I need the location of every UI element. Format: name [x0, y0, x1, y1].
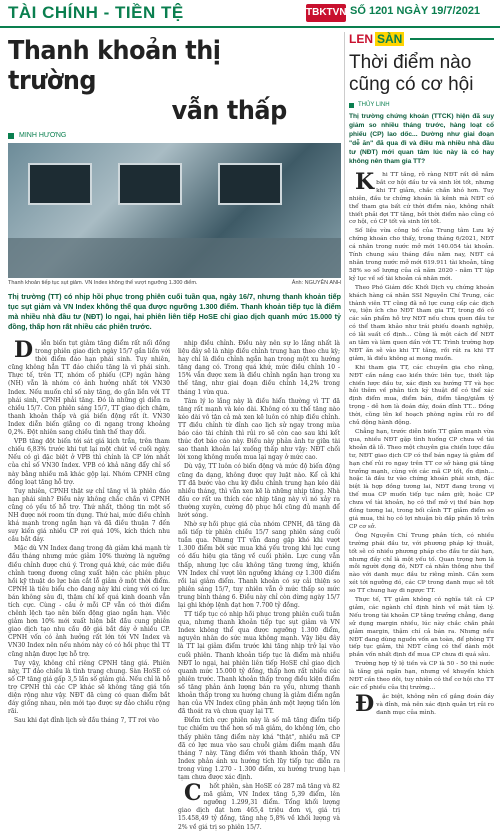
- paragraph: D iễn biến tụt giảm tăng điểm rất nối đồng trong phiên giao dịch ngày 15/7 gần liền với thời điểm đáo hạn phái sinh. Tuy nhiên, cũng không hẳn TT đáo chiều tăng là vì phái sinh. Thực tế, trên TT, nhóm cổ phiếu (CP) ngân hàng (NH) vẫn là nhóm có ảnh hưởng nhất tới VN30 Index. Nếu muốn chỉ số này tăng, do gắn liền với TT phái sinh, CPNH phải tăng. Đó là những gì diễn ra chiều 15/7. Con phiên sáng 15/7, TT giao dịch chậm, thanh khoản thấp và giá biến động rất ít. VN30 Index diễn biến giằng co đi ngang trong khoảng 0,2%. Đột nhiên sang chiều tình thế thay đổi.: [8, 337, 170, 437]
- paragraph: Tuy nhiên, CPNH thật sự chỉ tăng vì là phiên đáo hạn phái sinh? Điều này không chắc chắn vì CPNH cũng có yếu tố hỗ trợ. Thứ nhất, thông tin một số NH được nới room tín dụng. Thứ hai, mức điều chỉnh khá mạnh trong ngắn hạn và đã điều thuận 7 đến suy kiến giá nhiều CP rơi quá 10%, kích thích nhu cầu bắt đáy.: [8, 487, 170, 544]
- paragraph: Tâm lý lo lắng này là điều hiển thường vì TT đã tăng rất mạnh và kéo dài. Không có xu thế tăng nào kéo dài vô tận cả mà xen kẽ luôn có nhịp điều chỉnh. TT điều chỉnh từ đỉnh cao lịch sử ngay trong mùa báo cáo tài chính thì rủi ro sẽ còn cao sau khi kết thúc đợt báo cáo này. Điều này phản ảnh tư giữa tài sao thanh khoản lại xuống thấp như vậy: NĐT chối lời xong không muốn mua lại ngay ở mức cao.: [178, 397, 340, 462]
- paragraph: Thực tế, TT giảm không có nghĩa tất cả CP giảm, các ngành chỉ định hình về mặt tâm lý. Nếu trong tài khoản CP tăng trưởng chẳng, đang sử dụng margin nhiều, lúc này chắc chắn phải giảm margin, thậm chí cả bán ra. Nhưng nếu NĐT đang dùng nguồn vốn an toàn, để phòng TT tiếp tục giảm, thì NĐT cũng có thể dành một phần vốn nhất định để mua CP chưa đi quá sâu.: [349, 597, 494, 659]
- paragraph: Số liệu vừa công bố của Trung tâm Lưu ký chứng khoán cho thấy, trong tháng 6/2021, NĐT cá nhân trong nước mở mới 140.054 tài khoản. Tính chung sáu tháng đầu năm nay, NĐT cá nhân trong nước mở mới 619.911 tài khoản, tăng 58% so số lượng của cả năm 2020 - năm TT lập kỷ lục về số tài khoản cá nhân mới.: [349, 228, 494, 282]
- paragraph: Điểm tích cực phiên này là số mã tăng điểm tiếp tục chiếm ưu thế hơn số mã giảm, do không lớn, cho thấy phiên tăng điểm này khá "thật", nhiều mã CP đã có lực mua vào sau chuỗi giảm điểm mạnh đầu tháng 7 này. Tăng điểm với thanh khoản thấp, VN Index phản ánh xu hướng tích lũy tiếp tục diễn ra trong vùng 1.270 - 1.300 điểm, xu hướng trung hạn tạm chưa được xác định.: [178, 717, 340, 781]
- article-photo: [8, 143, 341, 278]
- paragraph: Tuy vậy, không chỉ riêng CPNH tăng giá. Phiên này, TT đảo chiều là tình trạng chung. Sàn HoSE có số CP tăng giá gấp 3,5 lần số giảm giá. Nếu chỉ là hỗ trợ CPNH thì các CP khác sẽ không tăng giá tốn diện rộng như vậy. NĐT đã cùng có quan điểm bắt đáy giống nhau, nên mới tạo được sự đảo chiều rộng rãi.: [8, 659, 170, 716]
- side-body: [349, 169, 494, 718]
- headline-line-2: vẫn thấp: [171, 96, 287, 126]
- paragraph: Khi tham gia TT, các chuyên gia cho rằng, NĐT cần nắng cao kiến thức liên tục, thiết lập chiến lược đầu tư, xác định xu hướng TT và học hỏi thêm về phân tích kỹ thuật để có thể xác định điểm mua, điểm bán, điểm tăng/giảm tỷ trọng - dễ hơn là đoán đáy, đoán đỉnh TT... Đồng thời, cũng lên kế hoạch phòng ngừa rủi ro để chủ động hành động.: [349, 364, 494, 427]
- headline-line-1: Thanh khoản thị trường: [8, 36, 221, 96]
- page-header: [0, 0, 500, 28]
- main-body: [8, 337, 341, 833]
- paragraph: Sau khi đạt đỉnh lịch sử đầu tháng 7, TT rơi vào: [14, 717, 160, 725]
- paragraph: TT tiếp tục có nhịp hồi phục trong phiên cuối tuần qua, nhưng thanh khoản tiếp tục sụt giảm và VN Index không thể qua được ngưỡng 1.300 điểm, nguyên nhân do sức mua không mạnh. Vậy liệu đây là TT lại giảm điểm trước khi tăng nhịp trở lại vào cuối phiên. Thanh khoản tiếp tục là điểm mà nhiều NĐT lo ngại, hai phiên liên tiếp HoSE chỉ giao dịch quanh mức 15.000 tỷ đồng, thấp hơn rất nhiều các phiên trước. Thanh khoản thấp trong điều kiện điểm số tăng phản ánh lượng bán ra yếu, nhưng thanh khoản thấp trong xu hướng chung là giảm điểm ngắn hạn của VN Index cũng phản ánh một lượng tiền lớn đã thoát ra và chưa quay lại TT.: [178, 611, 341, 716]
- byline-square-icon: [8, 133, 14, 139]
- paragraph: C hốt phiên, sàn HoSE có 287 mã tăng và 82 mã giảm, VN Index tăng 5,39 điểm, lên ngưỡng 1.299,31 điểm. Tổng khối lượng giao dịch đạt hơn 465,4 triệu đơn vị, giá trị 15.458,49 tỷ đồng, tăng nhẹ 5,8% về khối lượng và 2% về giá trị so phiên 15/7.: [178, 780, 340, 831]
- column-divider: [344, 32, 345, 772]
- dropcap: C: [184, 780, 202, 807]
- side-author: THỦY LINH: [358, 102, 390, 108]
- paragraph: Trường hợp tỷ lệ tiền và CP là 50 - 50 thì nước là tăng giá ngắn hạn, nhưng về khuyến khích NĐT cần theo dõi, tuy nhiên có thể cơ hội cho TT các cổ phiếu của thị trường...: [349, 661, 494, 691]
- photo-credit: Ảnh: NGUYỄN ANH: [291, 280, 341, 286]
- dropcap: Đ: [355, 690, 375, 717]
- monitor-shape: [28, 163, 92, 205]
- paragraph: K hi TT tăng, rõ ràng NĐT rất dễ nắm bắt cơ hội đầu tư và sinh lời tốt, nhưng khi TT giảm, chắc chắn khó hơn. Tuy nhiên, đầu tư chứng khoán là kênh mà NĐT có thể tham gia bất cứ thời điểm nào, không nhất thiết phải đợi TT tăng, bởi thời điểm nào cũng có cơ hội, có CP tốt và sinh lời tốt.: [349, 169, 494, 226]
- side-byline: [349, 102, 494, 108]
- main-author: MINH HƯƠNG: [19, 132, 67, 139]
- logo-rule: [410, 38, 494, 40]
- paragraph: Ông Nguyễn Chí Trung phân tích, có nhiều trường phái đầu tư, với phương pháp kỹ thuật, tốt sẽ có nhiều phương pháp cho đầu tư dài hạn, nhưng đầy chỉ là một yếu tố. Quan trọng hơn là mỗi người đọng đó, NĐT cá nhân thông nhu thể nào với danh mục đầu tư riêng mình. Cần xem xét tới ngưỡng đó, các CP trong danh mục sẽ tốt so TT chung hay đi ngược TT.: [349, 532, 494, 595]
- dropcap: D: [14, 337, 34, 363]
- main-lead: Thị trường (TT) có nhịp hồi phục trong phiên cuối tuần qua, ngày 16/7, nhưng thanh khoản tiếp tục sụt giảm và VN Index không thể qua được ngưỡng 1.300 điểm. Thanh khoản tiếp tục là điểm mà nhiều nhà đầu tư (NĐT) lo ngại, hai phiên liên tiếp HoSE chỉ giao dịch quanh mức 15.000 tỷ đồng, thấp hơn rất nhiều các phiên trước.: [8, 292, 341, 331]
- paragraph: Theo Phó Giám đốc Khối Dịch vụ chứng khoán khách hàng cá nhân SSI Nguyễn Chí Trung, các thành viên TT cũng đã nỗ lực cung cấp các dịch vụ, tiện ích cho NĐT tham gia TT, trong đó có các sản phẩm hỗ trợ NĐT nếu chưa quen đầu tư có thể tham khảo như trái phiếu doanh nghiệp, có lãi suất cố định... Cũng là một cách để NĐT an tâm và làm quen dần với TT. Trình trường hợp NĐT ăn sẽ vào khi TT tăng, rồi rút ra khi TT giảm, là điều không ai mong muốn.: [349, 284, 494, 362]
- photo-caption: [8, 280, 341, 286]
- paragraph: nhịp điều chỉnh. Điều này nên sự lo lắng nhất là liệu đây sẽ là nhịp điều chỉnh trung hạn theo chu kỳ; hay chỉ là điều chỉnh ngắn hạn trong một xu hướng tăng dạng có. Trong quá khứ, mức điều chỉnh 10 - 15% vẫn được xem là điều chỉnh ngắn hạn trong xu thế tăng, như giai đoạn điều chỉnh 14,2% trong tháng 1 vừa qua.: [178, 340, 340, 396]
- body-column-1: [8, 337, 170, 833]
- section-title: TÀI CHÍNH - TIỀN TỆ: [8, 3, 184, 22]
- dropcap: K: [355, 169, 375, 195]
- main-headline: [8, 36, 314, 126]
- logo-part-a: LEN: [349, 32, 373, 46]
- byline-square-icon: [349, 103, 354, 108]
- caption-text: Thanh khoản tiếp tục sụt giảm. VN Index không thể vượt ngưỡng 1.300 điểm.: [8, 280, 198, 286]
- paragraph: Nhờ sự hồi phục giá của nhóm CPNH, đã tăng đà nối tiếp từ phiên chiều 15/7 sang phiên sáng cuối tuần qua. Nhưng TT vẫn đang gặp khó khi vượt 1.300 điểm bởi sức mua khá yếu trong khi lực cung có dấu hiệu gia tăng về cuối phiên. Lực cung vẫn thấp, nhưng lực cầu không tăng tương ứng, khiến VN Index chỉ vượt lên ngưỡng kháng cự 1.300 điểm rồi lại giảm điểm. Thanh khoản có sự cải thiện so phiên sáng 15/7, tuy nhiên vẫn ở mức thấp so mức trung bình tháng 6. Điều này chỉ còn dừng ngày 15/7 lại ghi khớp lệnh đạt hơn 7.700 tỷ đồng.: [178, 521, 340, 609]
- monitor-shape: [118, 163, 182, 205]
- main-byline: [8, 132, 341, 139]
- main-article: [8, 32, 341, 833]
- len-san-logo: [349, 32, 494, 46]
- monitor-shape: [218, 163, 282, 205]
- side-lead: Thị trường chứng khoán (TTCK) hiện đã suy giảm so nhiều tháng trước, hàng loạt cổ phiếu (CP) lao dốc... Dường như giai đoạn "dễ ăn" đã qua đi và điều mà nhiều nhà đầu tư (NĐT) mới quan tâm lúc này là có hay không nên tham gia TT?: [349, 113, 494, 165]
- side-article: [349, 32, 494, 719]
- paragraph: VPB tăng đột biến tới sát giá kịch trần, trên tham chiếu 6,83% trước khi tụt lại một chút về cuối ngày. Nếu có gì đặc biệt ở VPB thì chính là CP lớn nhất của chỉ số VN30 Index. VPB có khả năng đẩy chỉ số này bằng nhiều mã khác gộp lại. Nhóm CPNH cũng đồng loạt tăng hỗ trợ.: [8, 438, 170, 486]
- paragraph: Đ ặc biệt, không nên cố gắng đoán đáy và đỉnh, mà nên xác định quản trị rủi ro danh mục của mình.: [349, 694, 494, 718]
- paragraph: Mặc dù VN Index đang trong đà giảm khá mạnh từ đầu tháng nhưng mức giảm 10% thường là ngưỡng điều chỉnh được chú ý. Trong quá khứ, các mức điều chỉnh tương đương cũng xuất hiện các phiên phục hồi kỹ thuật do lực bán cắt lỗ giảm ở một thời điểm. CPNH là tiêu biểu cho đang này khi cùng với có lực bán không sâu đi, thậm chí kể quá kinh doanh vẫn tích cực. Cùng - cầu ở mỗi CP vẫn có thời điểm chênh lệch tạo nên biến động giao ngắn hạn. Việc giảm hơn 10% mới xuất hiện bắt đầu cung phiên giao dịch tạo nhu cầu đỡ giá bắt đáy ở nhiều CP. CPNH vốn có ảnh hưởng rất lớn tới VN Index và VN30 Index nên nếu nhóm này có có hồi phục thì TT cũng nhận được lực hỗ trợ.: [8, 545, 170, 658]
- paragraph: Chẳng hạn, trước diễn biến TT giảm mạnh vừa qua, nhiều NĐT gặp tình huống CP chưa về tài khoản đã lỗ. Theo một chuyên gia chiến lược đầu tư, NĐT giao dịch CP có thể bán ngay là giảm để hạn chế rủi ro ngay trên TT cơ sở hàng giá tăng trưởng mạnh, cùng với các mã CP tốt, ổn định... hoặc là đầu tư vào chứng khoán phái sinh, đặc biệt là hợp đồng tương lai, NĐT đang trong vị thế mua CP muốn tiếp tục nắm giữ, hoặc CP chưa về tài khoản, họ có thể mở vị thế bán hợp đồng tương lai, trong bối cảnh TT giảm điểm so giá mua, thì họ có lợi nhuận bù đắp phần lỗ trên CP cơ sở.: [349, 429, 494, 530]
- masthead-logo: TBKTVN: [306, 4, 346, 22]
- side-headline: Thời điểm nào cũng có cơ hội: [349, 52, 474, 95]
- desk-shape: [8, 238, 341, 278]
- issue-info: SỐ 1201 NGÀY 19/7/2021: [350, 5, 481, 17]
- body-column-2: [178, 340, 340, 833]
- logo-part-b: SÀN: [377, 32, 403, 46]
- paragraph: Dù vậy, TT luôn có biến động và mức độ biến động cũng đa dạng, không được quy luật nào. Kể cả khi TT đã bước vào chu kỳ điều chỉnh trung hạn kéo dài nhiều tháng, thì vẫn xen kẽ là những nhịp tăng. Nhà đầu cơ rất ưa thích các nhịp tăng này vì nó xảy ra thường xuyên, cường độ phục hồi cũng đủ mạnh để lướt sóng.: [178, 463, 340, 519]
